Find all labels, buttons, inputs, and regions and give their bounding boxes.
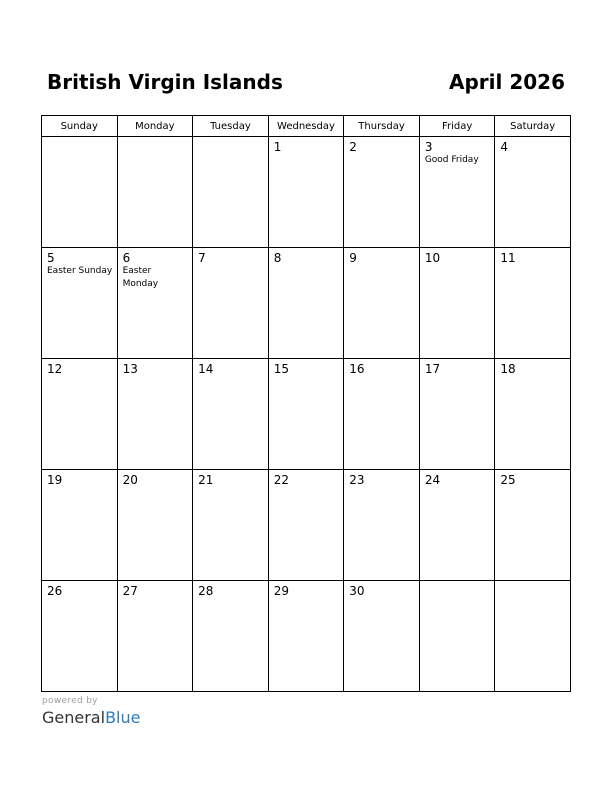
- week-row: [42, 137, 571, 248]
- day-cell: [193, 248, 269, 359]
- day-cell: [268, 581, 344, 692]
- day-number: 28: [198, 584, 214, 598]
- day-number: 23: [349, 473, 365, 487]
- calendar-grid: [41, 115, 571, 692]
- month-year-title: April 2026: [449, 70, 565, 94]
- weekday-sunday: Sunday: [42, 116, 118, 137]
- day-cell: [268, 470, 344, 581]
- day-number: 26: [47, 584, 63, 598]
- day-cell: [193, 581, 269, 692]
- day-number: 7: [198, 251, 206, 265]
- day-cell: [344, 581, 420, 692]
- day-number: 1: [273, 140, 282, 154]
- footer-branding: [42, 696, 140, 728]
- country-title: British Virgin Islands: [47, 70, 283, 94]
- day-number: 5: [47, 251, 55, 265]
- day-number: 10: [424, 251, 441, 265]
- week-row: [42, 581, 571, 692]
- day-number: 22: [273, 473, 289, 487]
- day-number: 21: [198, 473, 214, 487]
- brand-general-text: General: [42, 708, 106, 727]
- calendar-body: [42, 137, 571, 692]
- day-number: 16: [349, 362, 365, 376]
- week-row: [42, 248, 571, 359]
- day-cell: [344, 359, 420, 470]
- day-number: 15: [273, 362, 289, 376]
- day-cell: [193, 137, 269, 248]
- day-cell: [495, 581, 571, 692]
- day-number: 9: [349, 251, 357, 265]
- day-cell: [344, 470, 420, 581]
- day-number: 19: [47, 473, 63, 487]
- day-cell: [419, 359, 495, 470]
- day-cell: [42, 581, 118, 692]
- day-number: 11: [500, 251, 516, 265]
- day-cell: [495, 470, 571, 581]
- generalblue-logo[interactable]: [42, 708, 140, 728]
- day-number: 18: [500, 362, 516, 376]
- week-row: [42, 470, 571, 581]
- powered-by-text: powered by: [42, 696, 98, 706]
- day-cell: [268, 137, 344, 248]
- day-number: 24: [424, 473, 441, 487]
- day-number: 14: [198, 362, 214, 376]
- day-number: 20: [122, 473, 138, 487]
- day-cell: [495, 359, 571, 470]
- day-cell: [419, 248, 495, 359]
- weekday-monday: Monday: [117, 116, 193, 137]
- holiday-label: Good Friday: [424, 155, 479, 165]
- day-number: 13: [122, 362, 138, 376]
- day-number: 12: [47, 362, 63, 376]
- day-number: 2: [349, 140, 357, 154]
- day-number: [495, 581, 570, 584]
- weekday-thursday: Thursday: [344, 116, 420, 137]
- day-cell: [193, 470, 269, 581]
- day-cell: [344, 248, 420, 359]
- day-cell: [117, 359, 193, 470]
- week-row: [42, 359, 571, 470]
- day-number: 27: [122, 584, 138, 598]
- day-cell: [419, 470, 495, 581]
- day-cell: [117, 581, 193, 692]
- day-number: [118, 137, 193, 140]
- day-number: 30: [349, 584, 365, 598]
- day-number: 3: [424, 140, 433, 154]
- day-cell: [344, 137, 420, 248]
- day-cell: [42, 248, 118, 359]
- day-cell: [495, 137, 571, 248]
- day-cell: [419, 581, 495, 692]
- day-cell: [42, 470, 118, 581]
- day-number: 6: [122, 251, 131, 265]
- holiday-label: Easter Monday: [122, 266, 159, 289]
- weekday-wednesday: Wednesday: [268, 116, 344, 137]
- brand-blue-text: Blue: [105, 708, 141, 727]
- day-number: [193, 137, 268, 140]
- day-cell: [117, 137, 193, 248]
- day-cell: [419, 137, 495, 248]
- day-cell: [268, 359, 344, 470]
- weekday-tuesday: Tuesday: [193, 116, 269, 137]
- weekday-header-row: [42, 116, 571, 137]
- day-cell: [117, 470, 193, 581]
- day-number: 29: [273, 584, 289, 598]
- day-number: [420, 581, 495, 584]
- weekday-saturday: Saturday: [495, 116, 571, 137]
- day-cell: [117, 248, 193, 359]
- day-cell: [268, 248, 344, 359]
- day-number: 17: [424, 362, 441, 376]
- weekday-friday: Friday: [419, 116, 495, 137]
- day-number: [42, 137, 117, 140]
- day-cell: [42, 137, 118, 248]
- day-cell: [495, 248, 571, 359]
- day-cell: [42, 359, 118, 470]
- day-number: 4: [500, 140, 509, 154]
- day-cell: [193, 359, 269, 470]
- holiday-label: Easter Sunday: [47, 266, 113, 276]
- day-number: 25: [500, 473, 516, 487]
- day-number: 8: [273, 251, 282, 265]
